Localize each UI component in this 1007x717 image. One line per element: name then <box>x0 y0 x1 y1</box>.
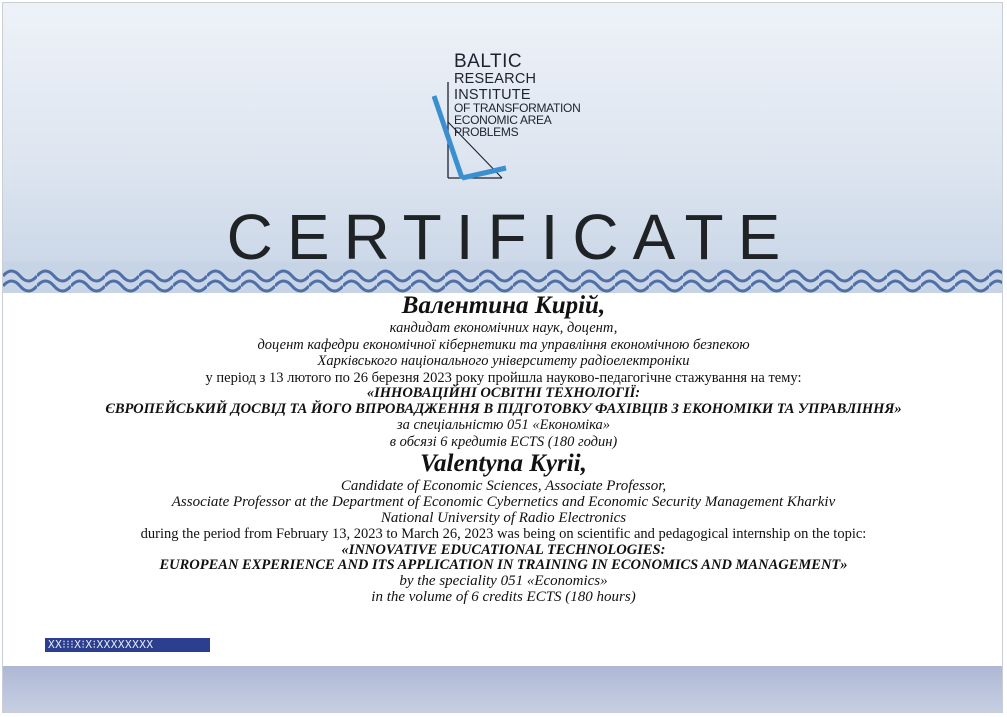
institute-logo <box>432 52 582 184</box>
certificate-body <box>0 292 1007 605</box>
topic-ua-line-2: ЄВРОПЕЙСЬКИЙ ДОСВІД ТА ЙОГО ВПРОВАДЖЕННЯ В ПІДГОТОВКУ ФАХІВЦІВ З ЕКОНОМІКИ ТА УПРАВЛІННЯ» <box>105 400 902 417</box>
topic-en-line-1: «INNOVATIVE EDUCATIONAL TECHNOLOGIES: <box>341 542 666 558</box>
certificate-title: CERTIFICATE <box>226 201 795 273</box>
period-en: during the period from February 13, 2023 to March 26, 2023 was being on scientific and pedagogical internship on the topic: <box>140 526 867 542</box>
topic-ua-line-1: «ІННОВАЦІЙНІ ОСВІТНІ ТЕХНОЛОГІЇ: <box>366 385 641 401</box>
logo-line-5: ECONOMIC AREA <box>454 113 552 127</box>
logo-line-4: OF TRANSFORMATION <box>454 101 581 115</box>
university-en: National University of Radio Electronics <box>380 510 627 526</box>
logo-line-6: PROBLEMS <box>454 125 519 139</box>
speciality-en: by the speciality 051 «Economics» <box>399 573 608 589</box>
logo-text <box>454 52 580 138</box>
logo-line-1: BALTIC <box>454 51 523 72</box>
logo-line-2: RESEARCH <box>454 71 537 87</box>
degree-en: Candidate of Economic Sciences, Associate Professor, <box>340 478 667 494</box>
volume-en: in the volume of 6 credits ECTS (180 hours) <box>371 589 636 605</box>
volume-ua: в обсязі 6 кредитів ECTS (180 годин) <box>389 433 618 450</box>
topic-en-line-2: EUROPEAN EXPERIENCE AND ITS APPLICATION IN TRAINING IN ECONOMICS AND MANAGEMENT» <box>159 557 848 573</box>
position-ua: доцент кафедри економічної кібернетики та управління економічною безпекою <box>257 336 750 353</box>
recipient-name-ua: Валентина Кирій, <box>401 292 606 319</box>
recipient-name-en: Valentyna Kyrii, <box>420 450 587 477</box>
speciality-ua: за спеціальністю 051 «Економіка» <box>396 417 611 433</box>
period-ua: у період з 13 лютого по 26 березня 2023 року пройшла науково-педагогічне стажування на тему: <box>205 369 802 386</box>
serial-code-stamp: XX⁝⁝⁝X⁝X⁝XXXXXXXX <box>45 638 210 652</box>
position-en: Associate Professor at the Department of Economic Cybernetics and Economic Security Management Kharkiv <box>171 494 836 510</box>
degree-ua: кандидат економічних наук, доцент, <box>389 320 618 336</box>
university-ua: Харківського національного університету радіоелектроніки <box>317 353 690 369</box>
logo-line-3: INSTITUTE <box>454 86 531 103</box>
